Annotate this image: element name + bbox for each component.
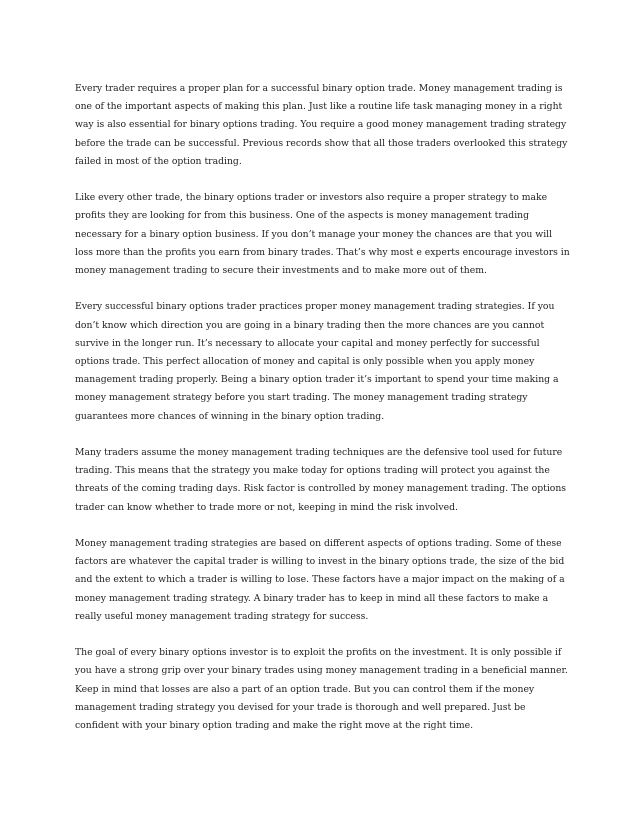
paragraph-1: Every trader requires a proper plan for a successful binary option trade. Money management trading is one of the important aspects of making this plan. Just like a routine life task managing money in a right way is also essential for binary options trading. You require a good money management trading strategy before the trade can be successful. Previous records show that all those traders overlooked this strategy failed in most of the option trading. (75, 83, 568, 167)
paragraph-4: Many traders assume the money management trading techniques are the defensive tool used for future trading. This means that the strategy you make today for options trading will protect you against the threats of the coming trading days. Risk factor is controlled by money management trading. The options trader can know whether to trade more or not, keeping in mind the risk involved. (75, 447, 567, 513)
paragraph-6: The goal of every binary options investor is to exploit the profits on the investment. It is only possible if you have a strong grip over your binary trades using money management trading in a beneficial manner. Keep in mind that losses are also a part of an option trade. But you can control them if the money management trading strategy you devised for your trade is thorough and well prepared. Just be confident with your binary option trading and make the right move at the right time. (75, 647, 568, 732)
paragraph-5: Money management trading strategies are based on different aspects of options trading. Some of these factors are whatever the capital trader is willing to invest in the binary options trade, the size of the bid and the extent to which a trader is willing to lose. These factors have a major impact on the making of a money management trading strategy. A binary trader has to keep in mind all these factors to make a really useful money management trading strategy for success. (75, 538, 565, 622)
document-body (75, 80, 570, 735)
paragraph-2: Like every other trade, the binary options trader or investors also require a proper strategy to make profits they are looking for from this business. One of the aspects is money management trading necessary for a binary option business. If you don’t manage your money the chances are that you will loss more than the profits you earn from binary trades. That’s why most e experts encourage investors in money management trading to secure their investments and to make more out of them. (75, 192, 570, 277)
paragraph-3: Every successful binary options trader practices proper money management trading strategies. If you don’t know which direction you are going in a binary trading then the more chances are you cannot survive in the longer run. It’s necessary to allocate your capital and money perfectly for successful options trade. This perfect allocation of money and capital is only possible when you apply money management trading properly. Being a binary option trader it’s important to spend your time making a money management strategy before you start trading. The money management trading strategy guarantees more chances of winning in the binary option trading. (75, 301, 559, 422)
